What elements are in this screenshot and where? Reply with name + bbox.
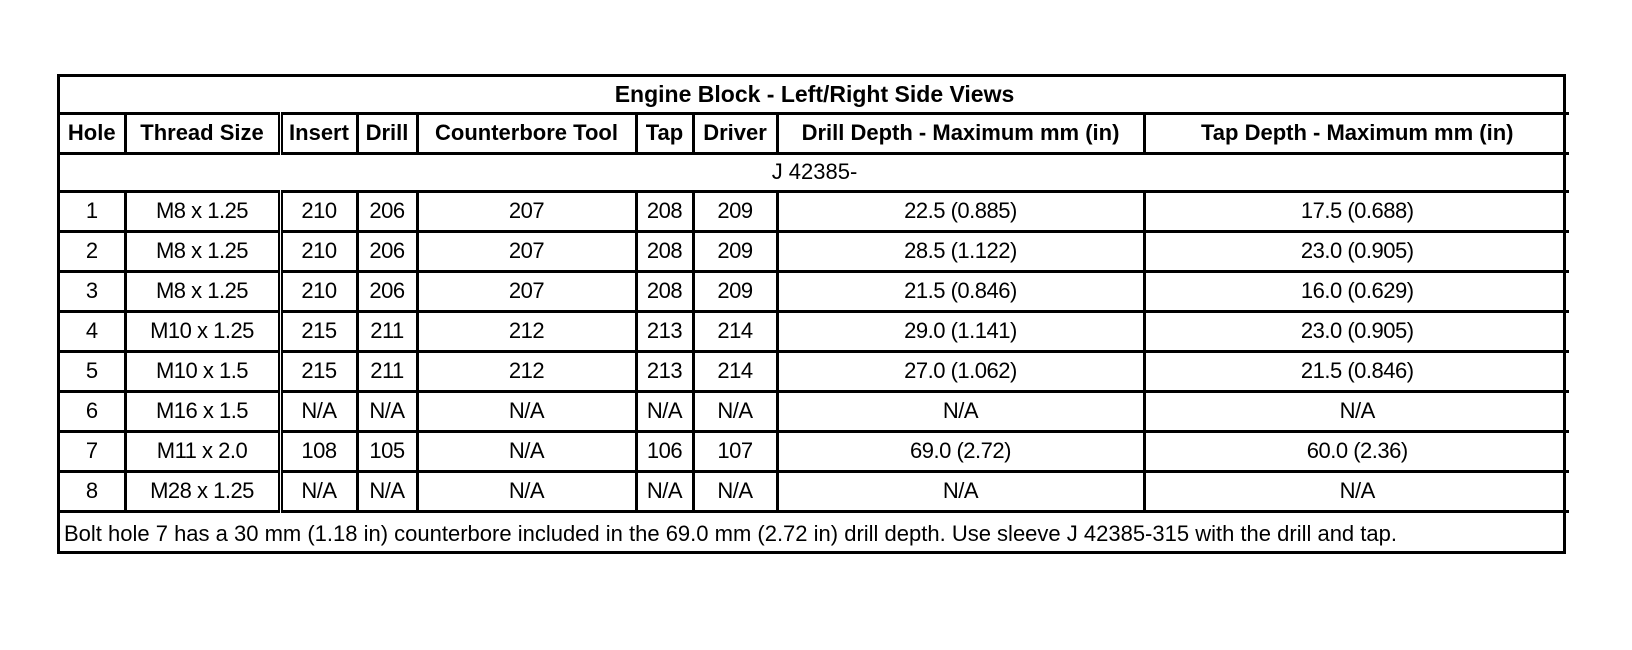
- table-header-row: [60, 113, 1569, 153]
- table-row: [60, 231, 1569, 271]
- cell-drill: 211: [357, 311, 417, 351]
- engine-block-table-container: [57, 74, 1566, 554]
- cell-hole: 3: [60, 271, 125, 311]
- cell-tap: N/A: [636, 391, 693, 431]
- note-row: [60, 511, 1569, 551]
- cell-hole: 4: [60, 311, 125, 351]
- cell-tap: 208: [636, 191, 693, 231]
- cell-hole: 6: [60, 391, 125, 431]
- cell-hole: 1: [60, 191, 125, 231]
- cell-tap: 208: [636, 271, 693, 311]
- cell-drill: 211: [357, 351, 417, 391]
- cell-insert: 215: [280, 311, 357, 351]
- header-drill: Drill: [357, 113, 417, 153]
- cell-drill-depth: 22.5 (0.885): [777, 191, 1144, 231]
- table-title-row: [60, 77, 1569, 113]
- cell-driver: 209: [693, 231, 777, 271]
- engine-block-table: [60, 77, 1569, 551]
- cell-tap: N/A: [636, 471, 693, 511]
- cell-tap-depth: N/A: [1144, 391, 1569, 431]
- cell-insert: 108: [280, 431, 357, 471]
- cell-tap-depth: N/A: [1144, 471, 1569, 511]
- cell-driver: 209: [693, 191, 777, 231]
- table-row: [60, 271, 1569, 311]
- cell-drill-depth: 69.0 (2.72): [777, 431, 1144, 471]
- cell-thread-size: M8 x 1.25: [125, 231, 280, 271]
- cell-tap: 208: [636, 231, 693, 271]
- table-row: [60, 431, 1569, 471]
- header-hole: Hole: [60, 113, 125, 153]
- cell-drill-depth: 29.0 (1.141): [777, 311, 1144, 351]
- table-row: [60, 471, 1569, 511]
- header-insert: Insert: [280, 113, 357, 153]
- cell-tap-depth: 16.0 (0.629): [1144, 271, 1569, 311]
- cell-driver: 214: [693, 351, 777, 391]
- header-tap: Tap: [636, 113, 693, 153]
- cell-tap: 106: [636, 431, 693, 471]
- cell-counterbore-tool: 207: [417, 271, 636, 311]
- cell-insert: 215: [280, 351, 357, 391]
- cell-drill: 206: [357, 271, 417, 311]
- cell-tap-depth: 21.5 (0.846): [1144, 351, 1569, 391]
- cell-thread-size: M8 x 1.25: [125, 271, 280, 311]
- table-body: [60, 191, 1569, 511]
- cell-insert: 210: [280, 271, 357, 311]
- header-tap-depth: Tap Depth - Maximum mm (in): [1144, 113, 1569, 153]
- cell-drill: 206: [357, 231, 417, 271]
- cell-thread-size: M16 x 1.5: [125, 391, 280, 431]
- table-note: Bolt hole 7 has a 30 mm (1.18 in) counterbore included in the 69.0 mm (2.72 in) drill depth. Use sleeve J 42385-315 with the drill and tap.: [64, 520, 1397, 546]
- cell-driver: 214: [693, 311, 777, 351]
- cell-counterbore-tool: 212: [417, 311, 636, 351]
- table-title: Engine Block - Left/Right Side Views: [60, 77, 1569, 113]
- cell-drill: 105: [357, 431, 417, 471]
- cell-tap-depth: 60.0 (2.36): [1144, 431, 1569, 471]
- cell-counterbore-tool: N/A: [417, 391, 636, 431]
- cell-driver: N/A: [693, 391, 777, 431]
- table-row: [60, 351, 1569, 391]
- cell-thread-size: M8 x 1.25: [125, 191, 280, 231]
- cell-hole: 5: [60, 351, 125, 391]
- cell-hole: 8: [60, 471, 125, 511]
- cell-tap: 213: [636, 311, 693, 351]
- cell-counterbore-tool: N/A: [417, 471, 636, 511]
- cell-thread-size: M10 x 1.5: [125, 351, 280, 391]
- cell-drill: 206: [357, 191, 417, 231]
- table-row: [60, 391, 1569, 431]
- cell-hole: 7: [60, 431, 125, 471]
- cell-thread-size: M10 x 1.25: [125, 311, 280, 351]
- cell-drill: N/A: [357, 471, 417, 511]
- header-thread-size: Thread Size: [125, 113, 280, 153]
- cell-drill: N/A: [357, 391, 417, 431]
- cell-thread-size: M11 x 2.0: [125, 431, 280, 471]
- cell-drill-depth: N/A: [777, 391, 1144, 431]
- header-driver: Driver: [693, 113, 777, 153]
- cell-counterbore-tool: 207: [417, 231, 636, 271]
- cell-counterbore-tool: N/A: [417, 431, 636, 471]
- cell-tap-depth: 23.0 (0.905): [1144, 231, 1569, 271]
- cell-tap-depth: 17.5 (0.688): [1144, 191, 1569, 231]
- cell-drill-depth: N/A: [777, 471, 1144, 511]
- header-drill-depth: Drill Depth - Maximum mm (in): [777, 113, 1144, 153]
- cell-drill-depth: 21.5 (0.846): [777, 271, 1144, 311]
- header-counterbore-tool: Counterbore Tool: [417, 113, 636, 153]
- table-row: [60, 191, 1569, 231]
- cell-insert: N/A: [280, 391, 357, 431]
- cell-thread-size: M28 x 1.25: [125, 471, 280, 511]
- table-row: [60, 311, 1569, 351]
- cell-driver: 107: [693, 431, 777, 471]
- cell-insert: 210: [280, 191, 357, 231]
- cell-insert: N/A: [280, 471, 357, 511]
- cell-driver: N/A: [693, 471, 777, 511]
- cell-drill-depth: 27.0 (1.062): [777, 351, 1144, 391]
- cell-insert: 210: [280, 231, 357, 271]
- cell-tap-depth: 23.0 (0.905): [1144, 311, 1569, 351]
- group-label-row: [60, 153, 1569, 191]
- cell-counterbore-tool: 212: [417, 351, 636, 391]
- cell-counterbore-tool: 207: [417, 191, 636, 231]
- cell-driver: 209: [693, 271, 777, 311]
- cell-hole: 2: [60, 231, 125, 271]
- cell-drill-depth: 28.5 (1.122): [777, 231, 1144, 271]
- group-label: J 42385-: [60, 153, 1569, 191]
- cell-tap: 213: [636, 351, 693, 391]
